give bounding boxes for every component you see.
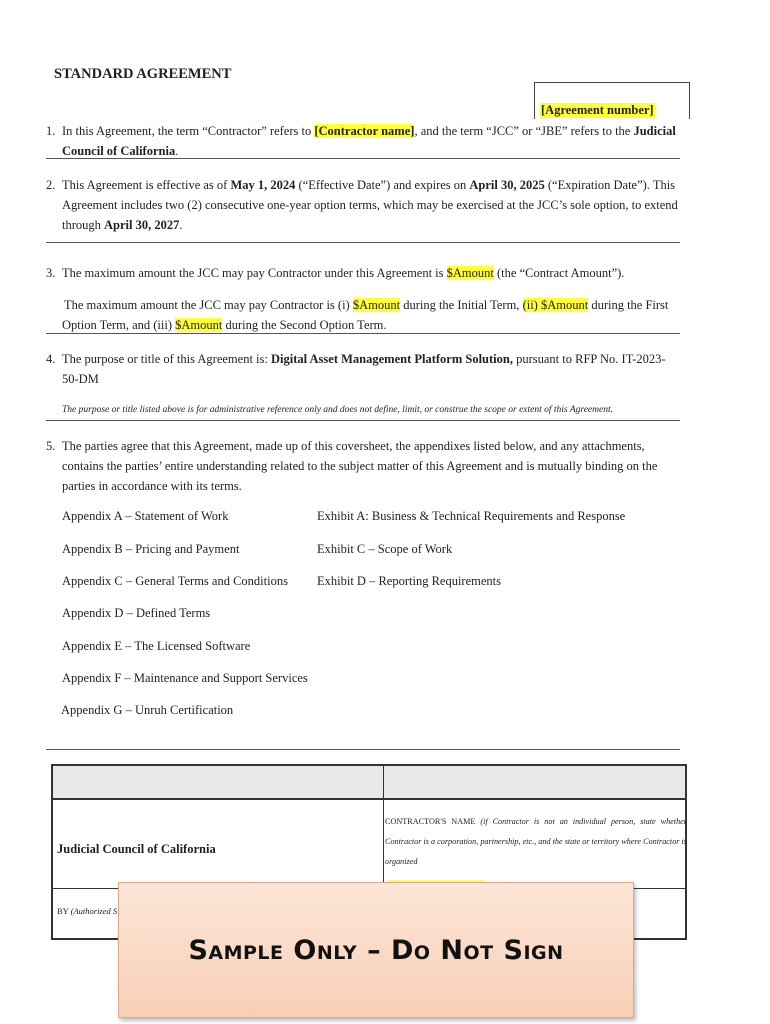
section-number: 2. (46, 178, 56, 192)
section-text: The purpose or title of this Agreement is: (62, 352, 271, 366)
signature-table-header (53, 766, 685, 800)
sample-watermark-stamp (118, 882, 634, 1018)
appendix-item: Appendix E – The Licensed Software (62, 639, 251, 653)
section-text: (the “Contract Amount”). (493, 266, 625, 280)
appendix-item: Appendix A – Statement of Work (62, 509, 229, 523)
section-text: . (179, 218, 183, 232)
appendix-item: Appendix B – Pricing and Payment (62, 542, 240, 556)
contractor-name-cell[interactable] (385, 812, 687, 872)
expiration-date: April 30, 2025 (469, 178, 545, 192)
section-text: The maximum amount the JCC may pay Contractor under this Agreement is (62, 266, 447, 280)
section-text: pursuant to RFP No. IT-2023-50-DM (62, 352, 666, 386)
section-text: (“Effective Date”) and expires on (295, 178, 470, 192)
contractor-name-label: CONTRACTOR'S NAME (385, 817, 481, 826)
authorized-signature-cell[interactable] (57, 906, 117, 916)
by-label: BY (57, 906, 71, 916)
purpose-note: The purpose or title listed above is for administrative reference only and does not define, limit, or construe the scope or extent of this Agreement. (62, 405, 613, 415)
exhibit-item: Exhibit A: Business & Technical Requirements and Response (317, 509, 626, 523)
exhibit-item: Exhibit C – Scope of Work (317, 542, 453, 556)
initial-term-amount-field[interactable]: $Amount (352, 298, 401, 312)
stamp-text: Sample Only – Do Not Sign (188, 934, 564, 966)
section-3-term-amounts (46, 295, 682, 335)
effective-date: May 1, 2024 (230, 178, 296, 192)
agreement-number-field[interactable]: [Agreement number] (541, 103, 654, 117)
exhibit-item: Exhibit D – Reporting Requirements (317, 574, 502, 588)
extension-date: April 30, 2027 (104, 218, 180, 232)
section-text: . (175, 144, 179, 158)
section-text: , and the term “JCC” or “JBE” refers to the (414, 124, 634, 138)
section-4 (46, 349, 682, 389)
divider (46, 242, 680, 243)
by-note: (Authorized S (70, 906, 118, 916)
section-3 (46, 263, 682, 283)
section-number: 1. (46, 124, 56, 138)
section-text: This Agreement is effective as of (62, 178, 231, 192)
section-text: during the Second Option Term. (222, 318, 387, 332)
appendix-item: Appendix G – Unruh Certification (61, 703, 234, 717)
section-text: The parties agree that this Agreement, made up of this coversheet, the appendixes listed below, and any attachments, contains the parties’ entire understanding related to the subject matter of this Agreement and is mutually binding on the parties in accordance with its terms. (62, 439, 658, 493)
section-text: In this Agreement, the term “Contractor” refers to (62, 124, 315, 138)
jcc-party-name: Judicial Council of California (57, 842, 216, 856)
section-text: during the Initial Term, (400, 298, 523, 312)
appendix-item: Appendix F – Maintenance and Support Services (62, 671, 308, 685)
document-title: STANDARD AGREEMENT (54, 66, 232, 82)
section-number: 3. (46, 266, 56, 280)
divider (46, 333, 680, 334)
section-text: (“Expiration Date”). This Agreement includes two (2) consecutive one-year option terms, which may be exercised at the JCC’s sole option, to extend through (62, 178, 678, 232)
contractor-name-field[interactable]: [Contractor name] (314, 124, 415, 138)
section-number: 4. (46, 352, 56, 366)
first-option-amount-field[interactable]: (ii) $Amount (522, 298, 589, 312)
section-text: The maximum amount the JCC may pay Contractor is (i) (64, 298, 353, 312)
appendix-item: Appendix C – General Terms and Conditions (62, 574, 288, 588)
contractor-name-note: (if Contractor is not an individual person, state whether Contractor is a corporation, partnership, etc., and the state or territory where Contractor is organized (385, 817, 687, 866)
appendix-item: Appendix D – Defined Terms (62, 606, 211, 620)
agreement-purpose: Digital Asset Management Platform Solution, (270, 352, 513, 366)
divider (46, 158, 680, 159)
jcc-name: Judicial Council of California (62, 124, 676, 158)
contract-amount-field[interactable]: $Amount (446, 266, 494, 280)
divider (46, 749, 680, 750)
section-text: during the First Option Term, and (iii) (62, 298, 669, 332)
section-1 (46, 121, 682, 161)
second-option-amount-field[interactable]: $Amount (175, 318, 223, 332)
section-number: 5. (46, 439, 56, 453)
divider (46, 420, 680, 421)
section-5 (46, 436, 682, 496)
section-2 (46, 175, 682, 235)
